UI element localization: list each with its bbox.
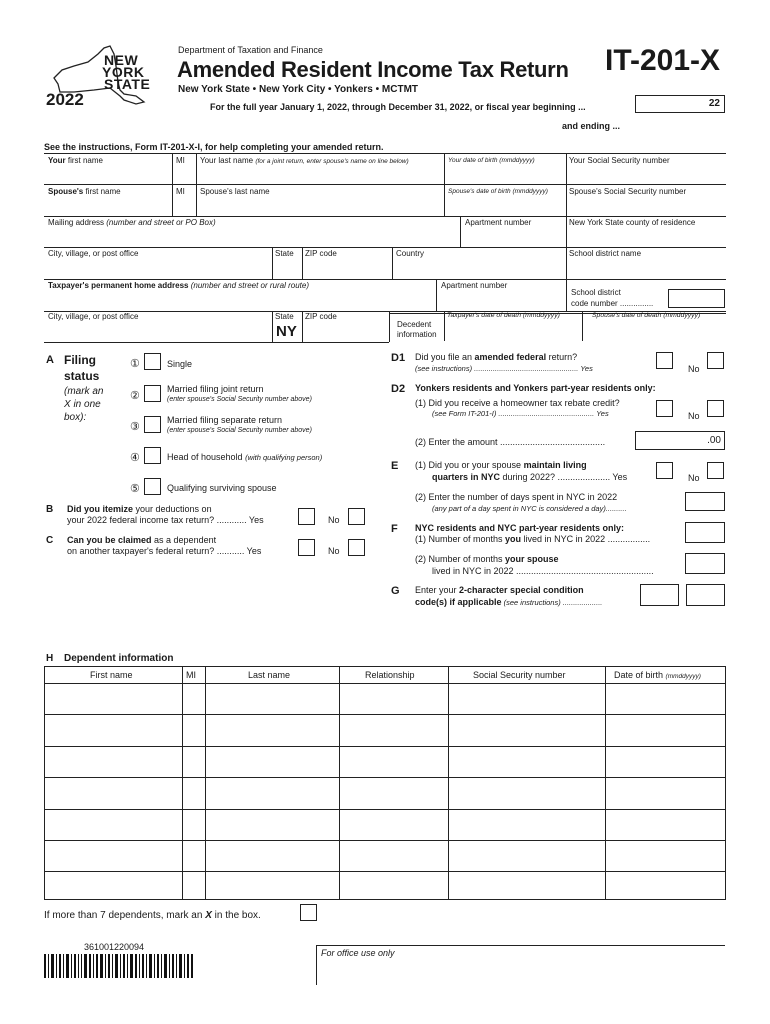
filing-single-checkbox[interactable]: [144, 353, 161, 370]
dependent-q-line-1: [67, 535, 216, 545]
e-yes-checkbox[interactable]: [656, 462, 673, 479]
g-line1-a: Enter your: [415, 585, 460, 595]
instructions-text: See the instructions, Form IT-201-X-I, for help completing your amended return.: [44, 142, 384, 152]
spouse-first-field[interactable]: [45, 195, 171, 215]
e-q1-line-2: [432, 472, 627, 482]
filing-num-3: ③: [130, 421, 140, 433]
label-last-name-text: Your last name: [200, 156, 254, 165]
label-ssn: Your Social Security number: [569, 156, 670, 165]
itemize-yes-checkbox[interactable]: [298, 508, 315, 525]
label-spouse-dob: Spouse's date of birth (mmddyyyy): [448, 188, 548, 195]
dependent-yes-checkbox[interactable]: [298, 539, 315, 556]
d1-letter: D1: [391, 352, 406, 364]
filing-head-note: (with qualifying person): [245, 453, 323, 462]
col-mi: MI: [186, 670, 196, 680]
filing-separate-label: Married filing separate return: [167, 415, 283, 425]
mi-field[interactable]: [173, 163, 195, 183]
f-months-you-field[interactable]: [685, 522, 725, 543]
f-q1: [415, 534, 650, 544]
mailing-address-field[interactable]: [45, 227, 459, 247]
label-decedent-1: Decedent: [397, 320, 432, 329]
spouse-death-field[interactable]: [583, 322, 725, 340]
label-zip-2: ZIP code: [305, 312, 337, 321]
label-last-name: [200, 156, 409, 165]
d2-no-checkbox[interactable]: [707, 400, 724, 417]
label-school-code-1: School district: [571, 288, 621, 297]
dependent-no-checkbox[interactable]: [348, 539, 365, 556]
col-first-name: First name: [90, 670, 133, 680]
d1-no-checkbox[interactable]: [707, 352, 724, 369]
barcode: [44, 954, 194, 978]
d1-no-label: No: [688, 364, 700, 374]
dependent-row-2[interactable]: [45, 714, 725, 745]
dependent-q-line-2: on another taxpayer's federal return? ........... Yes: [67, 546, 262, 556]
e-q1-a: (1) Did you or your spouse: [415, 460, 524, 470]
filing-num-2: ②: [130, 390, 140, 402]
dependent-no-label: No: [328, 546, 340, 556]
f-q2: [415, 554, 559, 564]
spouse-last-field[interactable]: [197, 195, 443, 215]
logo-text-york: YORK: [102, 64, 145, 80]
state-value-ny: NY: [276, 323, 297, 340]
filing-letter: A: [46, 354, 54, 366]
ssn-field[interactable]: [567, 163, 725, 183]
d1-line-1: [415, 352, 577, 362]
filing-separate-checkbox[interactable]: [144, 416, 161, 433]
label-city-2: City, village, or post office: [48, 312, 139, 321]
first-name-field[interactable]: [45, 163, 171, 183]
label-spouse-ssn: Spouse's Social Security number: [569, 187, 687, 196]
d1-line1-bold: amended federal: [474, 352, 547, 362]
f-letter: F: [391, 523, 398, 535]
d2-yes-checkbox[interactable]: [656, 400, 673, 417]
col-ssn: Social Security number: [473, 670, 566, 680]
school-code-field[interactable]: [668, 289, 725, 308]
fiscal-year-text: For the full year January 1, 2022, through December 31, 2022, or fiscal year beginning ...: [210, 102, 586, 112]
d2-title: Yonkers residents and Yonkers part-year residents only:: [415, 383, 656, 393]
and-ending-text: and ending ...: [562, 121, 620, 131]
g-letter: G: [391, 585, 400, 597]
label-dob: Your date of birth (mmddyyyy): [448, 157, 535, 164]
filing-surviving-checkbox[interactable]: [144, 478, 161, 495]
label-school-district: School district name: [569, 249, 642, 258]
label-city: City, village, or post office: [48, 249, 139, 258]
label-perm-address-text: Taxpayer's permanent home address: [48, 281, 189, 290]
e-no-label: No: [688, 473, 700, 483]
f-q1-a: (1) Number of months: [415, 534, 506, 544]
d2-q1: (1) Did you receive a homeowner tax rebate credit?: [415, 398, 620, 408]
f-q1-b: lived in NYC in 2022 .................: [521, 534, 651, 544]
label-zip: ZIP code: [305, 249, 337, 258]
e-q1-line2-bold: quarters in NYC: [432, 472, 501, 482]
office-use-divider: [316, 945, 317, 985]
more-dependents-text: [44, 910, 261, 921]
dependent-row-6[interactable]: [45, 840, 725, 870]
label-spouse-first-rest: first name: [83, 187, 121, 196]
e-no-checkbox[interactable]: [707, 462, 724, 479]
filing-num-4: ④: [130, 452, 140, 464]
form-subtitle: New York State • New York City • Yonkers • MCTMT: [178, 84, 419, 95]
label-mailing: [48, 218, 216, 227]
e-q2: (2) Enter the number of days spent in NYC in 2022: [415, 492, 618, 502]
dependent-row-1[interactable]: [45, 683, 725, 713]
filing-joint-checkbox[interactable]: [144, 385, 161, 402]
fiscal-begin-field[interactable]: [635, 95, 725, 113]
f-q2-a: (2) Number of months: [415, 554, 506, 564]
g-code-field-1[interactable]: [640, 584, 679, 606]
filing-head-label: [167, 452, 322, 462]
filing-single-label: Single: [167, 359, 193, 369]
itemize-bold: Did you itemize: [67, 504, 134, 514]
form-number: IT-201-X: [605, 44, 721, 77]
label-spouse-last: Spouse's last name: [200, 187, 270, 196]
dependent-q-letter: C: [46, 535, 54, 546]
d2-q1-note: (see Form IT-201-I) .............................................. Yes: [432, 409, 609, 418]
label-spouses: Spouse's: [48, 187, 84, 196]
e-q1-line2-rest: during 2022? ..................... Yes: [500, 472, 628, 482]
logo-text-state: STATE: [104, 76, 151, 92]
e-letter: E: [391, 460, 399, 472]
f-q1-bold: you: [505, 534, 522, 544]
spouse-ssn-field[interactable]: [567, 195, 725, 215]
dependent-row-5[interactable]: [45, 809, 725, 839]
col-last-name: Last name: [248, 670, 291, 680]
city-field[interactable]: [45, 258, 271, 278]
filing-note-2: X in one: [64, 399, 101, 410]
dependent-q-rest: as a dependent: [151, 535, 217, 545]
label-mailing-text: Mailing address: [48, 218, 105, 227]
dependent-row-3[interactable]: [45, 746, 725, 776]
e-days-field[interactable]: [685, 492, 725, 511]
label-taxpayer-death: Taxpayer's date of death (mmddyyyy): [447, 312, 560, 319]
filing-note-1: (mark an: [64, 386, 104, 397]
label-state-2: State: [275, 312, 294, 321]
d2-amount-field[interactable]: [635, 431, 725, 450]
label-spouse-mi: MI: [176, 187, 185, 196]
d2-amount-cents: .00: [707, 435, 721, 446]
g-line1-bold: 2-character special condition: [459, 585, 584, 595]
f-title: NYC residents and NYC part-year residents only:: [415, 523, 625, 533]
filing-joint-label: Married filing joint return: [167, 384, 264, 394]
filing-title-1: Filing: [64, 353, 96, 367]
label-your: Your: [48, 156, 66, 165]
office-use-box: [316, 945, 725, 946]
filing-separate-note: (enter spouse's Social Security number above): [167, 427, 312, 434]
e-q1: [415, 460, 587, 470]
f-q2-line-2: lived in NYC in 2022 .......................................................: [432, 566, 654, 576]
itemize-no-label: No: [328, 515, 340, 525]
more-a: If more than 7 dependents, mark an: [44, 910, 206, 921]
label-school-code-2: code number ...............: [571, 299, 654, 308]
col-dob-text: Date of birth: [614, 670, 664, 680]
label-spouse-death: Spouse's date of death (mmddyyyy): [592, 312, 701, 319]
dependents-title: Dependent information: [64, 653, 174, 664]
d1-line1-a: Did you file an: [415, 352, 475, 362]
more-dependents-checkbox[interactable]: [300, 904, 317, 921]
filing-note-3: box):: [64, 412, 87, 423]
itemize-no-checkbox[interactable]: [348, 508, 365, 525]
itemize-line-1: [67, 504, 212, 514]
dependent-q-bold: Can you be claimed: [67, 535, 152, 545]
filing-joint-note: (enter spouse's Social Security number above): [167, 396, 312, 403]
barcode-icon: [44, 954, 194, 978]
g-code-field-2[interactable]: [686, 584, 725, 606]
label-mailing-note: (number and street or PO Box): [106, 218, 216, 227]
d1-yes-checkbox[interactable]: [656, 352, 673, 369]
label-decedent-2: information: [397, 330, 437, 339]
more-x: X: [205, 910, 212, 921]
dependent-row-4[interactable]: [45, 777, 725, 808]
filing-surviving-label: Qualifying surviving spouse: [167, 483, 277, 493]
d1-line-2: (see instructions) .................................................. Yes: [415, 364, 593, 373]
filing-head-checkbox[interactable]: [144, 447, 161, 464]
label-perm-apartment: Apartment number: [441, 281, 508, 290]
d2-q2: (2) Enter the amount ..........................................: [415, 437, 606, 447]
taxpayer-death-field[interactable]: [445, 322, 581, 340]
d2-letter: D2: [391, 383, 406, 395]
e-q2-note: (any part of a day spent in NYC is considered a day)..........: [432, 504, 627, 513]
label-first-name: [48, 156, 103, 165]
fiscal-year-suffix: 22: [708, 98, 720, 109]
label-state: State: [275, 249, 294, 258]
barcode-number: 361001220094: [84, 942, 145, 952]
filing-title-2: status: [64, 369, 100, 383]
g-line-1: [415, 585, 584, 595]
filing-num-5: ⑤: [130, 483, 140, 495]
label-first-name-rest: first name: [65, 156, 103, 165]
label-last-name-note: (for a joint return, enter spouse's name on line below): [255, 158, 409, 165]
itemize-line-2: your 2022 federal income tax return? ............ Yes: [67, 515, 264, 525]
tax-year: 2022: [46, 90, 84, 109]
d2-no-label: No: [688, 411, 700, 421]
col-dob-note: (mmddyyyy): [665, 673, 701, 680]
logo-text-new: NEW: [104, 52, 139, 68]
label-perm-address: [48, 281, 309, 290]
department-name: Department of Taxation and Finance: [178, 45, 323, 55]
label-country: Country: [396, 249, 425, 258]
label-county: New York State county of residence: [569, 218, 696, 227]
label-perm-note: (number and street or rural route): [190, 281, 309, 290]
g-line-2: [415, 597, 602, 607]
col-dob: [614, 670, 701, 680]
label-mi: MI: [176, 156, 185, 165]
perm-address-field[interactable]: [45, 290, 435, 310]
more-b: in the box.: [211, 910, 261, 921]
last-name-field[interactable]: [197, 163, 443, 183]
label-apartment: Apartment number: [465, 218, 532, 227]
e-q1-bold: maintain living: [523, 460, 587, 470]
col-relationship: Relationship: [365, 670, 415, 680]
dependent-row-7[interactable]: [45, 871, 725, 899]
f-months-spouse-field[interactable]: [685, 553, 725, 574]
filing-num-1: ①: [130, 358, 140, 370]
form-title: Amended Resident Income Tax Return: [177, 57, 569, 82]
itemize-letter: B: [46, 504, 54, 515]
office-use-label: For office use only: [321, 948, 395, 958]
itemize-rest: your deductions on: [133, 504, 212, 514]
d1-line1-b: return?: [546, 352, 578, 362]
g-line2-bold: code(s) if applicable: [415, 597, 502, 607]
g-line2-rest: (see instructions) ...................: [501, 598, 603, 607]
filing-head-label-text: Head of household: [167, 452, 243, 462]
f-q2-bold: your spouse: [505, 554, 559, 564]
dob-field[interactable]: [445, 163, 565, 183]
h-letter: H: [46, 653, 54, 664]
